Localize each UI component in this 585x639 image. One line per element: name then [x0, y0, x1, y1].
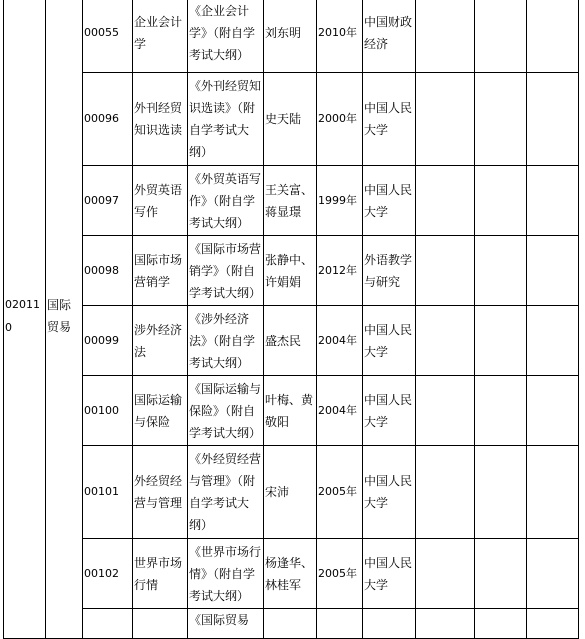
- publisher: 中国财政经济: [363, 0, 416, 73]
- publisher: 中国人民大学: [363, 166, 416, 236]
- major-code: 020110: [5, 297, 40, 334]
- textbook: 《涉外经济法》（附自学考试大纲）: [188, 306, 264, 376]
- textbook: 《外经贸经营与管理》（附自学考试大纲）: [188, 446, 264, 539]
- empty-cell: [527, 166, 579, 236]
- author: [264, 609, 317, 639]
- publisher: 外语教学与研究: [363, 236, 416, 306]
- course-name: 国际市场营销学: [133, 236, 188, 306]
- publisher: [363, 609, 416, 639]
- author: 史天陆: [264, 73, 317, 166]
- table-row: [4, 0, 579, 73]
- year: 2012年: [317, 236, 363, 306]
- course-name: 外贸英语写作: [133, 166, 188, 236]
- author: 王关富、蒋显璟: [264, 166, 317, 236]
- major-name-cell: [46, 0, 83, 639]
- year: 2010年: [317, 0, 363, 73]
- empty-cell: [475, 306, 527, 376]
- publisher: 中国人民大学: [363, 446, 416, 539]
- table-row: [4, 539, 579, 609]
- textbook: 《国际贸易: [188, 609, 264, 639]
- empty-cell: [527, 376, 579, 446]
- empty-cell: [527, 236, 579, 306]
- course-code: 00102: [83, 539, 133, 609]
- textbook: 《国际运输与保险》（附自学考试大纲）: [188, 376, 264, 446]
- empty-cell: [416, 236, 475, 306]
- textbook: 《国际市场营销学》（附自学考试大纲）: [188, 236, 264, 306]
- year: 1999年: [317, 166, 363, 236]
- course-code: 00100: [83, 376, 133, 446]
- textbook: 《外刊经贸知识选读》（附自学考试大纲）: [188, 73, 264, 166]
- author: 刘东明: [264, 0, 317, 73]
- course-code: 00099: [83, 306, 133, 376]
- publisher: 中国人民大学: [363, 73, 416, 166]
- author: 盛杰民: [264, 306, 317, 376]
- empty-cell: [475, 0, 527, 73]
- textbook: 《外贸英语写作》（附自学考试大纲）: [188, 166, 264, 236]
- table-row: [4, 166, 579, 236]
- publisher: 中国人民大学: [363, 306, 416, 376]
- empty-cell: [416, 539, 475, 609]
- textbook: 《世界市场行情》（附自学考试大纲）: [188, 539, 264, 609]
- empty-cell: [416, 166, 475, 236]
- major-name: 国际贸易: [47, 297, 72, 334]
- empty-cell: [527, 306, 579, 376]
- year: 2000年: [317, 73, 363, 166]
- empty-cell: [475, 609, 527, 639]
- textbook-table: [3, 0, 579, 639]
- course-name: 外经贸经营与管理: [133, 446, 188, 539]
- course-name: 世界市场行情: [133, 539, 188, 609]
- year: 2004年: [317, 306, 363, 376]
- author: 杨逢华、林桂军: [264, 539, 317, 609]
- course-name: 涉外经济法: [133, 306, 188, 376]
- course-code: 00096: [83, 73, 133, 166]
- course-name: [133, 609, 188, 639]
- author: 叶梅、黄敬阳: [264, 376, 317, 446]
- course-name: 国际运输与保险: [133, 376, 188, 446]
- empty-cell: [527, 0, 579, 73]
- empty-cell: [475, 166, 527, 236]
- empty-cell: [475, 376, 527, 446]
- empty-cell: [416, 73, 475, 166]
- author: 宋沛: [264, 446, 317, 539]
- course-code: 00101: [83, 446, 133, 539]
- year: 2005年: [317, 539, 363, 609]
- table-row: [4, 236, 579, 306]
- course-code: [83, 609, 133, 639]
- author: 张静中、许娟娟: [264, 236, 317, 306]
- course-code: 00055: [83, 0, 133, 73]
- table-row: [4, 306, 579, 376]
- empty-cell: [527, 609, 579, 639]
- empty-cell: [527, 446, 579, 539]
- course-name: 企业会计学: [133, 0, 188, 73]
- empty-cell: [475, 236, 527, 306]
- empty-cell: [475, 446, 527, 539]
- empty-cell: [416, 306, 475, 376]
- empty-cell: [475, 73, 527, 166]
- empty-cell: [416, 376, 475, 446]
- textbook: 《企业会计学》（附自学考试大纲）: [188, 0, 264, 73]
- major-code-cell: [4, 0, 46, 639]
- year: 2004年: [317, 376, 363, 446]
- empty-cell: [527, 539, 579, 609]
- empty-cell: [416, 446, 475, 539]
- course-code: 00098: [83, 236, 133, 306]
- course-code: 00097: [83, 166, 133, 236]
- empty-cell: [416, 0, 475, 73]
- table-row: [4, 446, 579, 539]
- empty-cell: [416, 609, 475, 639]
- table-row: [4, 609, 579, 639]
- year: [317, 609, 363, 639]
- table-row: [4, 73, 579, 166]
- course-name: 外刊经贸知识选读: [133, 73, 188, 166]
- empty-cell: [475, 539, 527, 609]
- publisher: 中国人民大学: [363, 539, 416, 609]
- empty-cell: [527, 73, 579, 166]
- year: 2005年: [317, 446, 363, 539]
- publisher: 中国人民大学: [363, 376, 416, 446]
- table-row: [4, 376, 579, 446]
